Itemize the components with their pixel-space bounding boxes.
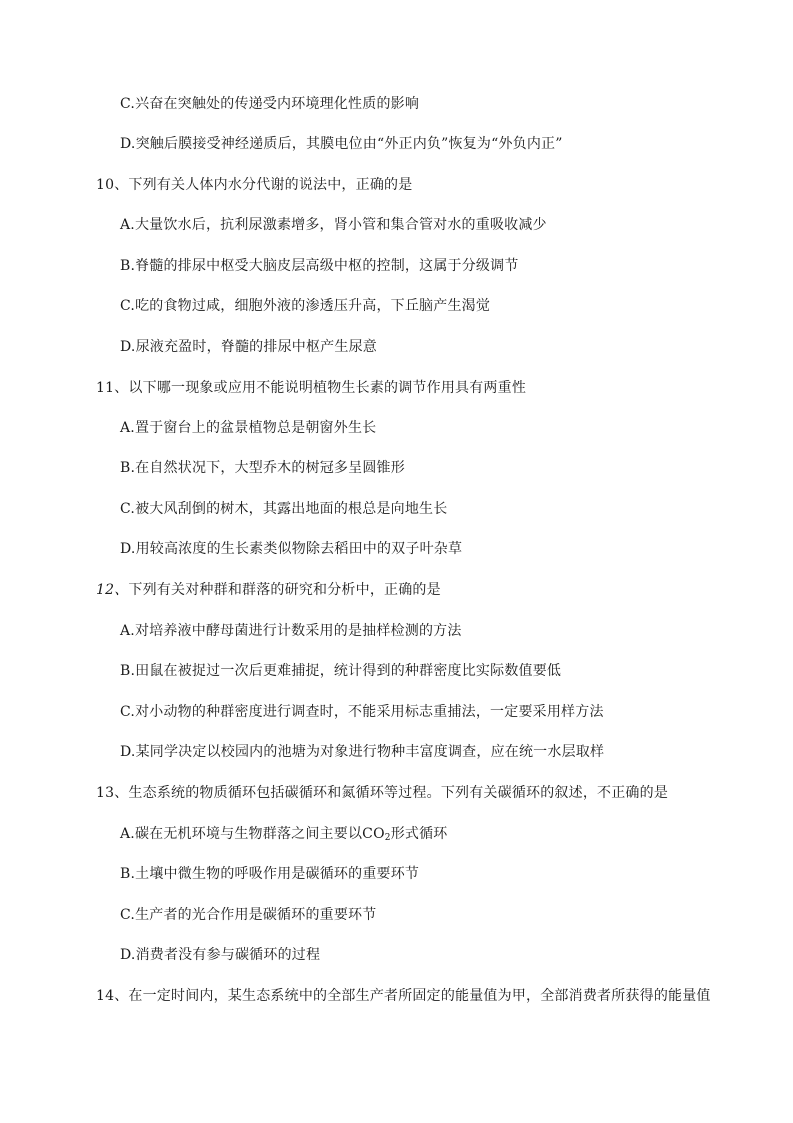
option-text: A.碳在无机环境与生物群落之间主要以CO bbox=[120, 826, 385, 842]
question-stem: 以下哪一现象或应用不能说明植物生长素的调节作用具有两重性 bbox=[128, 380, 527, 396]
question-stem: 在一定时间内，某生态系统中的全部生产者所固定的能量值为甲，全部消费者所获得的能量值 bbox=[128, 988, 711, 1004]
option-11c: C.被大风刮倒的树木，其露出地面的根总是向地生长 bbox=[120, 501, 448, 517]
option-12d: D.某同学决定以校园内的池塘为对象进行物种丰富度调查，应在统一水层取样 bbox=[120, 744, 605, 760]
question-10 bbox=[96, 175, 412, 195]
option-text-end: 形式循环 bbox=[390, 826, 448, 842]
option-10b: B.脊髓的排尿中枢受大脑皮层高级中枢的控制，这属于分级调节 bbox=[120, 258, 519, 274]
question-12 bbox=[96, 580, 441, 600]
option-9d: D.突触后膜接受神经递质后，其膜电位由“外正内负”恢复为“外负内正” bbox=[120, 136, 563, 152]
option-10d: D.尿液充盈时，脊髓的排尿中枢产生尿意 bbox=[120, 339, 377, 355]
question-number: 11、 bbox=[96, 380, 129, 396]
question-14 bbox=[96, 986, 711, 1006]
question-stem: 下列有关人体内水分代谢的说法中，正确的是 bbox=[128, 177, 413, 193]
subscript: 2 bbox=[384, 833, 391, 843]
option-10a: A.大量饮水后，抗利尿激素增多，肾小管和集合管对水的重吸收减少 bbox=[120, 217, 547, 233]
option-13a bbox=[120, 824, 448, 848]
option-13d: D.消费者没有参与碳循环的过程 bbox=[120, 947, 321, 963]
question-stem: 生态系统的物质循环包括碳循环和氮循环等过程。下列有关碳循环的叙述，不正确的是 bbox=[128, 785, 669, 801]
option-10c: C.吃的食物过咸，细胞外液的渗透压升高，下丘脑产生渴觉 bbox=[120, 298, 491, 314]
option-12b: B.田鼠在被捉过一次后更难捕捉，统计得到的种群密度比实际数值要低 bbox=[120, 663, 562, 679]
option-9c: C.兴奋在突触处的传递受内环境理化性质的影响 bbox=[120, 96, 420, 112]
option-13c: C.生产者的光合作用是碳循环的重要环节 bbox=[120, 907, 377, 923]
option-11d: D.用较高浓度的生长素类似物除去稻田中的双子叶杂草 bbox=[120, 541, 463, 557]
question-13 bbox=[96, 783, 668, 803]
question-stem: 下列有关对种群和群落的研究和分析中，正确的是 bbox=[128, 582, 441, 598]
question-number: 10、 bbox=[96, 177, 129, 193]
option-11a: A.置于窗台上的盆景植物总是朝窗外生长 bbox=[120, 420, 377, 436]
question-number: 14、 bbox=[96, 988, 129, 1004]
question-number: 12、 bbox=[96, 582, 129, 598]
option-12c: C.对小动物的种群密度进行调查时，不能采用标志重捕法，一定要采用样方法 bbox=[120, 704, 604, 720]
question-number: 13、 bbox=[96, 785, 129, 801]
option-13b: B.土壤中微生物的呼吸作用是碳循环的重要环节 bbox=[120, 866, 420, 882]
option-12a: A.对培养液中酵母菌进行计数采用的是抽样检测的方法 bbox=[120, 623, 462, 639]
option-11b: B.在自然状况下，大型乔木的树冠多呈圆锥形 bbox=[120, 460, 405, 476]
question-11 bbox=[96, 378, 526, 398]
